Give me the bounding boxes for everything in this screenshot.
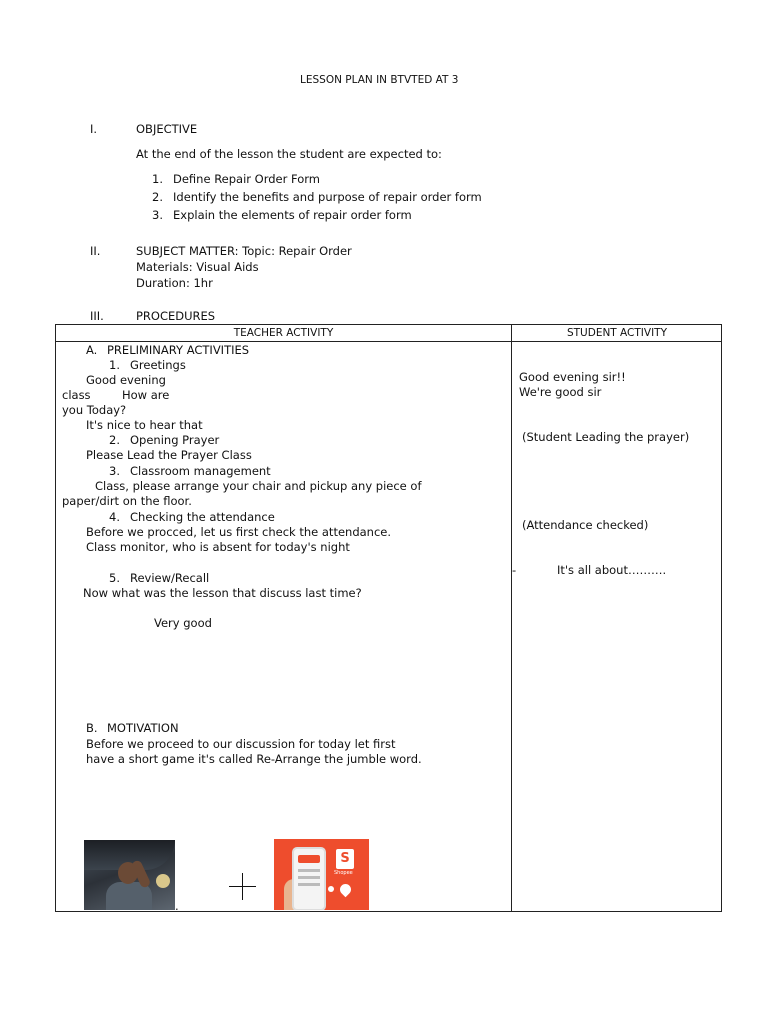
student-line: Good evening sir!! — [519, 370, 626, 384]
teacher-line: Now what was the lesson that discuss last time? — [83, 586, 362, 600]
activity-number: 4. — [109, 510, 120, 524]
teacher-line: Very good — [154, 616, 212, 630]
objective-item-number: 3. — [152, 208, 163, 222]
teacher-line: class — [62, 388, 91, 402]
teacher-line: paper/dirt on the floor. — [62, 494, 192, 508]
objective-item-number: 1. — [152, 172, 163, 186]
student-dash: - — [512, 563, 517, 577]
section-heading-objective: OBJECTIVE — [136, 122, 198, 136]
teacher-activity-header: TEACHER ACTIVITY — [233, 327, 334, 339]
teacher-line: It's nice to hear that — [86, 418, 203, 432]
phone-row — [298, 876, 320, 879]
objective-item-text: Define Repair Order Form — [173, 172, 320, 186]
section-numeral-objective: I. — [90, 122, 98, 136]
student-line: We're good sir — [519, 385, 602, 399]
objective-item-number: 2. — [152, 190, 163, 204]
phone — [292, 847, 326, 910]
student-line: (Student Leading the prayer) — [522, 430, 690, 444]
location-pin-icon — [338, 882, 354, 898]
dot-icon — [328, 886, 334, 892]
subject-matter-duration: Duration: 1hr — [136, 276, 213, 290]
shopee-app-image — [274, 839, 369, 910]
section-heading-procedures: PROCEDURES — [136, 309, 216, 323]
student-line: (Attendance checked) — [522, 518, 649, 532]
subject-matter-materials: Materials: Visual Aids — [136, 260, 259, 274]
activity-number: 3. — [109, 464, 120, 478]
image-dot: . — [175, 899, 179, 913]
page-title: LESSON PLAN IN BTVTED AT 3 — [300, 74, 459, 86]
section-numeral-subject: II. — [90, 244, 101, 258]
phone-header — [298, 855, 320, 863]
opening-prayer-heading: Opening Prayer — [130, 433, 220, 447]
teacher-line: have a short game it's called Re-Arrange the jumble word. — [86, 752, 422, 766]
objective-item-text: Identify the benefits and purpose of repair order form — [173, 190, 482, 204]
teacher-line: Before we procced, let us first check the attendance. — [86, 525, 392, 539]
shopee-brand-text: Shopee — [334, 870, 353, 876]
work-light — [156, 874, 170, 888]
teacher-line: Before we proceed to our discussion for today let first — [86, 737, 396, 751]
activity-number: 1. — [109, 358, 120, 372]
plus-icon — [242, 873, 243, 900]
preliminary-activities-heading: PRELIMINARY ACTIVITIES — [107, 343, 250, 357]
teacher-line: you Today? — [62, 403, 127, 417]
checking-attendance-heading: Checking the attendance — [130, 510, 275, 524]
greetings-heading: Greetings — [130, 358, 186, 372]
shopee-bag-icon: S — [336, 849, 354, 869]
student-line: It's all about………. — [557, 563, 667, 577]
activity-number: 5. — [109, 571, 120, 585]
section-numeral-procedures: III. — [90, 309, 104, 323]
subject-matter-topic: SUBJECT MATTER: Topic: Repair Order — [136, 244, 352, 258]
teacher-line: Class monitor, who is absent for today's night — [86, 540, 350, 554]
activity-number: 2. — [109, 433, 120, 447]
teacher-line: Good evening — [86, 373, 166, 387]
teacher-line: Class, please arrange your chair and pickup any piece of — [95, 479, 422, 493]
objective-intro: At the end of the lesson the student are expected to: — [136, 147, 442, 161]
phone-row — [298, 869, 320, 872]
teacher-line: Please Lead the Prayer Class — [86, 448, 252, 462]
student-activity-header: STUDENT ACTIVITY — [566, 327, 668, 339]
review-recall-heading: Review/Recall — [130, 571, 210, 585]
teacher-line: How are — [122, 388, 170, 402]
objective-item-text: Explain the elements of repair order form — [173, 208, 412, 222]
mechanic-photo — [84, 840, 175, 910]
motivation-heading: MOTIVATION — [107, 721, 179, 735]
table-column-divider — [511, 325, 512, 911]
classroom-management-heading: Classroom management — [130, 464, 271, 478]
phone-row — [298, 883, 320, 886]
section-letter: A. — [86, 343, 98, 357]
section-letter: B. — [86, 721, 98, 735]
